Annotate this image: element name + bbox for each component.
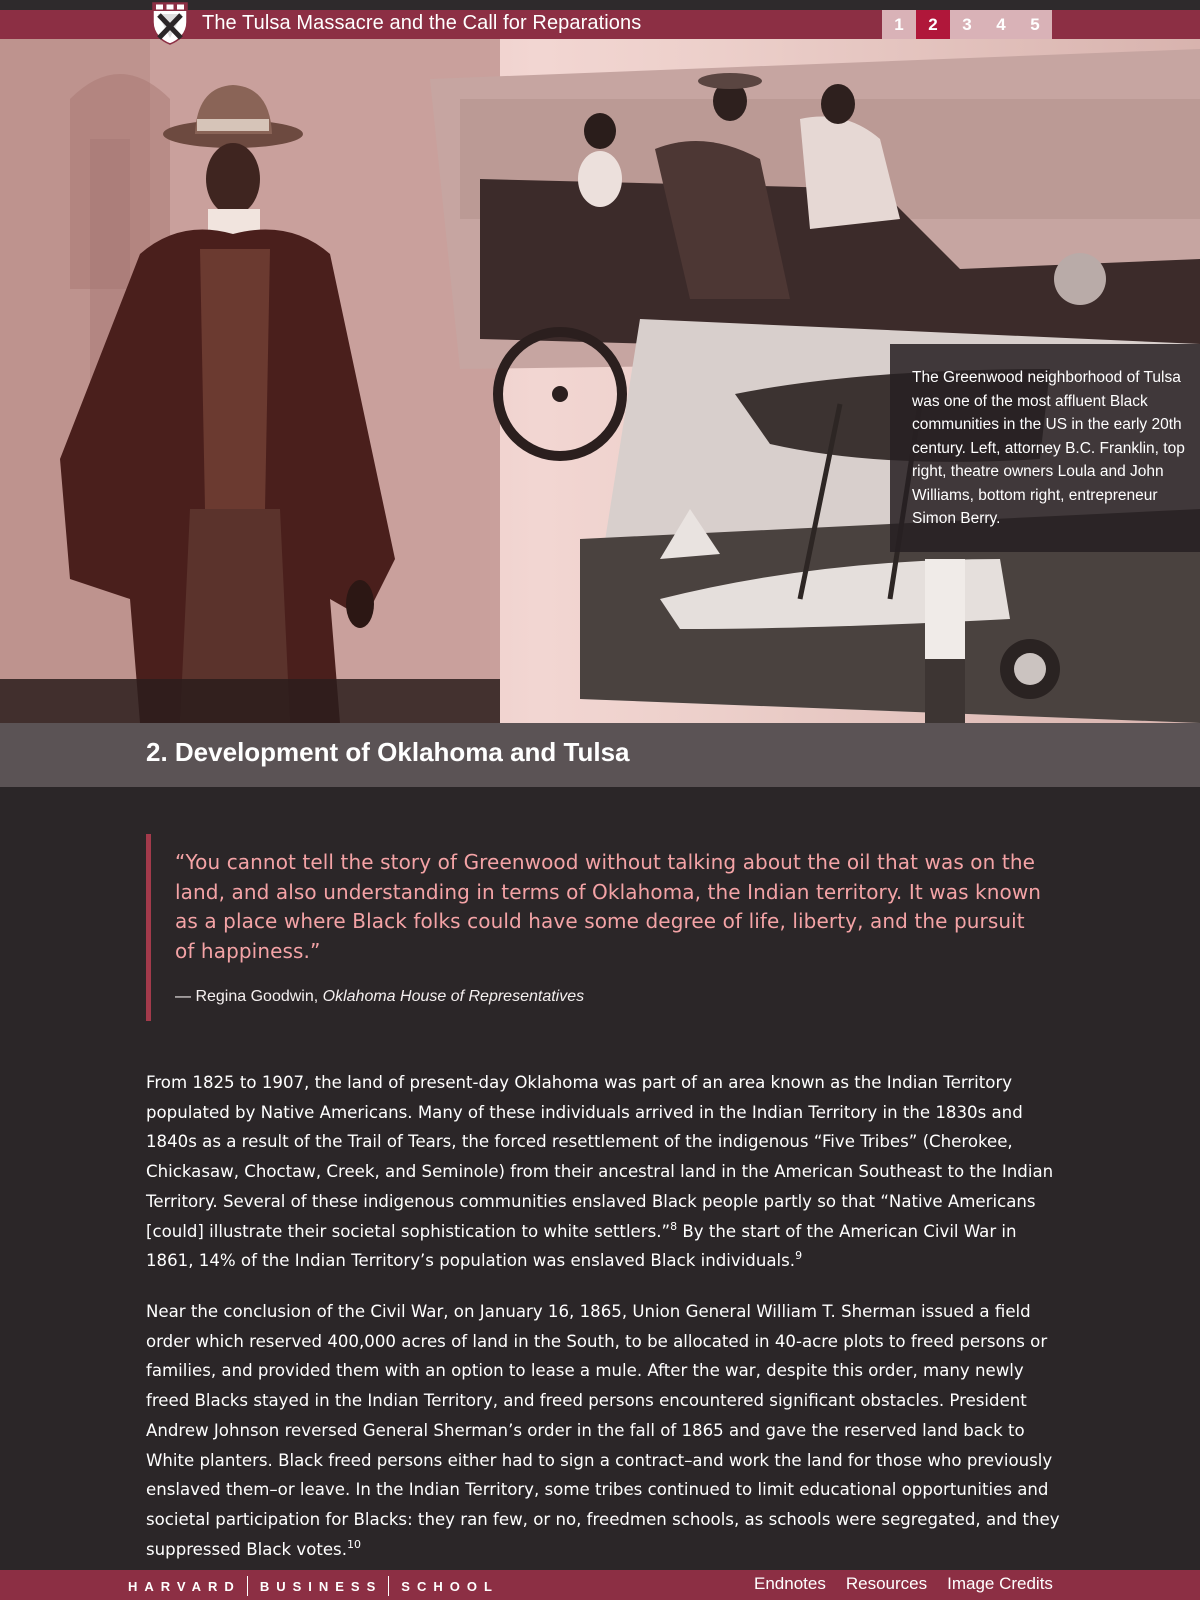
footer-links [754, 1574, 1053, 1594]
section-header [0, 723, 1200, 787]
brand-divider [388, 1576, 389, 1596]
body-paragraph-2 [146, 1297, 1066, 1564]
quote-attribution [175, 988, 1046, 1006]
page-button-2[interactable]: 2 [916, 10, 950, 39]
paragraph-1-text-a: From 1825 to 1907, the land of present-day Oklahoma was part of an area known as the Indian Territory populated by Native Americans. Many of these individuals arrived in the Indian Territory in the 1830s and 1840s as a result of the Trail of Tears, the forced resettlement of the indigenous “Five Tribes” (Cherokee, Chickasaw, Choctaw, Creek, and Seminole) from their ancestral land in the American Southeast to the Indian Territory. Several of these indigenous communities enslaved Black people partly so that “Native Americans [could] illustrate their societal sophistication to white settlers.” [146, 1073, 1054, 1241]
paragraph-2-text: Near the conclusion of the Civil War, on January 16, 1865, Union General William T. Sherman issued a field order which reserved 400,000 acres of land in the South, to be allocated in 40-acre plots to freed persons or families, and provided them with an option to lease a mule. After the war, despite this order, many newly freed Blacks stayed in the Indian Territory, and freed persons encountered significant obstacles. President Andrew Johnson reversed General Sherman’s order in the fall of 1865 and gave the reserved land back to White planters. Black freed persons either had to sign a contract–and work the land for those who previously enslaved them–or leave. In the Indian Territory, some tribes continued to limit educational opportunities and societal participation for Blacks: they ran few, or no, freedmen schools, as schools were segregated, and they suppressed Black votes. [146, 1302, 1060, 1559]
page-button-5[interactable]: 5 [1018, 10, 1052, 39]
page-nav [882, 10, 1052, 39]
quote-text: “You cannot tell the story of Greenwood without talking about the oil that was on the land, and also understanding in terms of Oklahoma, the Indian territory. It was known as a place where Black folks could have some degree of life, liberty, and the pursuit of happiness.” [175, 850, 1042, 963]
section-title: 2. Development of Oklahoma and Tulsa [146, 737, 630, 767]
hero-caption: The Greenwood neighborhood of Tulsa was one of the most affluent Black communities in the US in the early 20th century. Left, attorney B.C. Franklin, top right, theatre owners Loula and John Williams, bottom right, entrepreneur Simon Berry. [890, 344, 1200, 552]
page-button-4[interactable]: 4 [984, 10, 1018, 39]
brand-word-school: SCHOOL [401, 1578, 499, 1594]
endnotes-link[interactable]: Endnotes [754, 1574, 826, 1593]
footer-bar [0, 1570, 1200, 1600]
hero-collage [0, 39, 1200, 723]
page-button-1[interactable]: 1 [882, 10, 916, 39]
page-title: The Tulsa Massacre and the Call for Reparations [202, 12, 642, 34]
footnote-link-10[interactable]: 10 [346, 1537, 361, 1551]
hbs-wordmark[interactable] [128, 1576, 499, 1596]
quote-source: Oklahoma House of Representatives [322, 988, 585, 1005]
body-paragraph-1 [146, 1068, 1066, 1276]
footnote-link-9[interactable]: 9 [795, 1249, 803, 1263]
brand-divider [247, 1576, 248, 1596]
paragraph-1-text-b: By the start of the American Civil War in 1861, 14% of the Indian Territory’s population was enslaved Black individuals. [146, 1221, 1017, 1271]
resources-link[interactable]: Resources [845, 1574, 928, 1593]
brand-word-harvard: HARVARD [128, 1578, 241, 1594]
page-button-3[interactable]: 3 [950, 10, 984, 39]
footnote-link-8[interactable]: 8 [670, 1219, 678, 1233]
hbs-shield-icon[interactable] [150, 0, 190, 46]
image-credits-link[interactable]: Image Credits [947, 1574, 1053, 1593]
quote-author: — Regina Goodwin, [175, 988, 323, 1005]
brand-word-business: BUSINESS [259, 1578, 383, 1594]
pull-quote [146, 834, 1046, 1021]
